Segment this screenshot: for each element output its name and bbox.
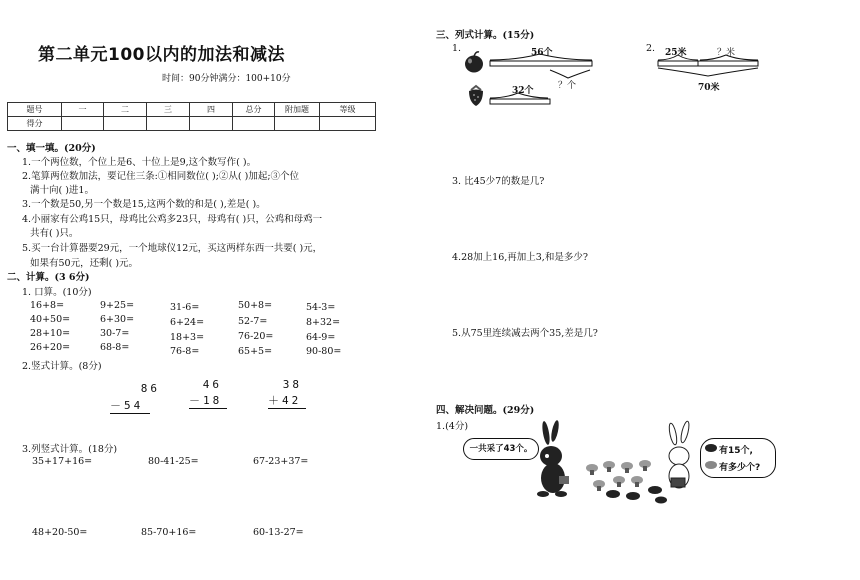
diagram1-top-label: 56个 [531, 48, 553, 58]
list-problem: 67-23+37= [253, 456, 309, 467]
score-header-cell: 一 [62, 103, 104, 117]
speech-bubble-right-line2: 有多少个? [719, 463, 761, 473]
mushroom-icon [705, 460, 717, 470]
fill-line: 3.一个数是50,另一个数是15,这两个数的和是( ),差是( )。 [22, 199, 266, 210]
list-problem: 60-13-27= [253, 527, 304, 538]
section2-heading: 二、计算。(3 6分) [7, 272, 90, 283]
oral-problem: 65+5= [238, 346, 273, 357]
oral-problem: 30-7= [100, 328, 130, 339]
score-header-cell: 附加题 [275, 103, 320, 117]
vertical-top-number: 38 [282, 378, 302, 391]
oral-problem: 6+24= [170, 317, 205, 328]
score-cell[interactable] [104, 117, 147, 131]
diagram1-bottom-label: 32个 [512, 86, 534, 96]
diagram2-number: 2. [646, 43, 656, 54]
diagram1-bars [488, 42, 618, 110]
vertical-bottom-number: －54 [110, 397, 150, 414]
oral-problem: 28+10= [30, 328, 71, 339]
score-row-label: 得分 [8, 117, 62, 131]
oral-problem: 76-8= [170, 346, 200, 357]
fill-line: 5.买一台计算器要29元，一个地球仪12元，买这两样东西一共要( )元， [22, 243, 323, 254]
vertical-bottom-number: －18 [189, 392, 227, 409]
vertical-top-number: 86 [140, 382, 160, 395]
score-cell[interactable] [275, 117, 320, 131]
oral-problem: 8+32= [306, 317, 341, 328]
page-title: 第二单元100以内的加法和减法 [38, 45, 285, 65]
score-cell[interactable] [233, 117, 275, 131]
black-rabbit-icon [537, 420, 569, 497]
problem-1-label: 1.(4分) [436, 421, 469, 432]
oral-problem: 68-8= [100, 342, 130, 353]
oral-problem: 18+3= [170, 332, 205, 343]
fill-line: 4.小丽家有公鸡15只，母鸡比公鸡多23只，母鸡有( )只，公鸡和母鸡一 [22, 214, 323, 225]
oral-problem: 9+25= [100, 300, 135, 311]
diagram2-question-label: ？米 [717, 48, 736, 58]
fill-line: 共有( )只。 [30, 228, 79, 239]
diagram2-left-label: 25米 [665, 48, 687, 58]
oral-problem: 90-80= [306, 346, 342, 357]
list-problem: 35+17+16= [32, 456, 93, 467]
oral-problem: 64-9= [306, 332, 336, 343]
score-cell[interactable] [147, 117, 190, 131]
diagram1-number: 1. [452, 43, 462, 54]
question-4: 4.28加上16,再加上3,和是多少? [452, 252, 588, 263]
oral-title: 1. 口算。(10分) [22, 287, 92, 298]
question-5: 5.从75里连续减去两个35,差是几? [452, 328, 598, 339]
question-3: 3. 比45少7的数是几? [452, 176, 545, 187]
page-subtitle: 时间：90分钟满分：100+10分 [162, 74, 291, 84]
oral-problem: 6+30= [100, 314, 135, 325]
diagram2-total-label: 70米 [698, 83, 720, 93]
score-header-cell: 总分 [233, 103, 275, 117]
oral-problem: 54-3= [306, 302, 336, 313]
score-header-cell: 三 [147, 103, 190, 117]
vertical-title: 2.竖式计算。(8分) [22, 361, 102, 372]
oral-problem: 26+20= [30, 342, 71, 353]
apple-icon [462, 50, 486, 74]
score-header-cell: 二 [104, 103, 147, 117]
speech-bubble-right-line1: 有15个, [719, 446, 753, 456]
fill-line: 如果有50元，还剩( )元。 [30, 258, 139, 269]
section3-heading: 三、列式计算。(15分) [436, 30, 535, 41]
oral-problem: 16+8= [30, 300, 65, 311]
score-cell[interactable] [190, 117, 233, 131]
white-rabbit-icon [668, 421, 691, 488]
mushroom-icon [705, 443, 717, 453]
oral-problem: 76-20= [238, 331, 274, 342]
fill-line: 1.一个两位数，个位上是6、十位上是9,这个数写作( )。 [22, 157, 257, 168]
score-header-cell: 题号 [8, 103, 62, 117]
list-problem: 48+20-50= [32, 527, 88, 538]
section4-heading: 四、解决问题。(29分) [436, 405, 535, 416]
score-cell[interactable] [62, 117, 104, 131]
diagram1-question-label: ？个 [558, 81, 577, 91]
oral-problem: 50+8= [238, 300, 273, 311]
score-table [7, 102, 376, 131]
score-table-row [8, 117, 376, 131]
vertical-top-number: 46 [202, 378, 222, 391]
oral-problem: 31-6= [170, 302, 200, 313]
list-problem: 85-70+16= [141, 527, 197, 538]
vertical-bottom-number: ＋42 [268, 392, 306, 409]
score-header-cell: 四 [190, 103, 233, 117]
score-table-header-row [8, 103, 376, 117]
speech-bubble-left: 一共采了43个。 [463, 438, 539, 460]
section1-heading: 一、填一填。(20分) [7, 143, 96, 154]
oral-problem: 40+50= [30, 314, 71, 325]
oral-problem: 52-7= [238, 316, 268, 327]
fill-line: 满十向( )进1。 [30, 185, 94, 196]
score-header-cell: 等级 [320, 103, 376, 117]
strawberry-icon [466, 84, 486, 108]
list-problem: 80-41-25= [148, 456, 199, 467]
list-title: 3.列竖式计算。(18分) [22, 444, 118, 455]
score-cell[interactable] [320, 117, 376, 131]
fill-line: 2.笔算两位数加法，要记住三条:①相同数位( );②从( )加起;③个位 [22, 171, 300, 182]
rabbits-mushrooms-illustration [537, 420, 707, 510]
